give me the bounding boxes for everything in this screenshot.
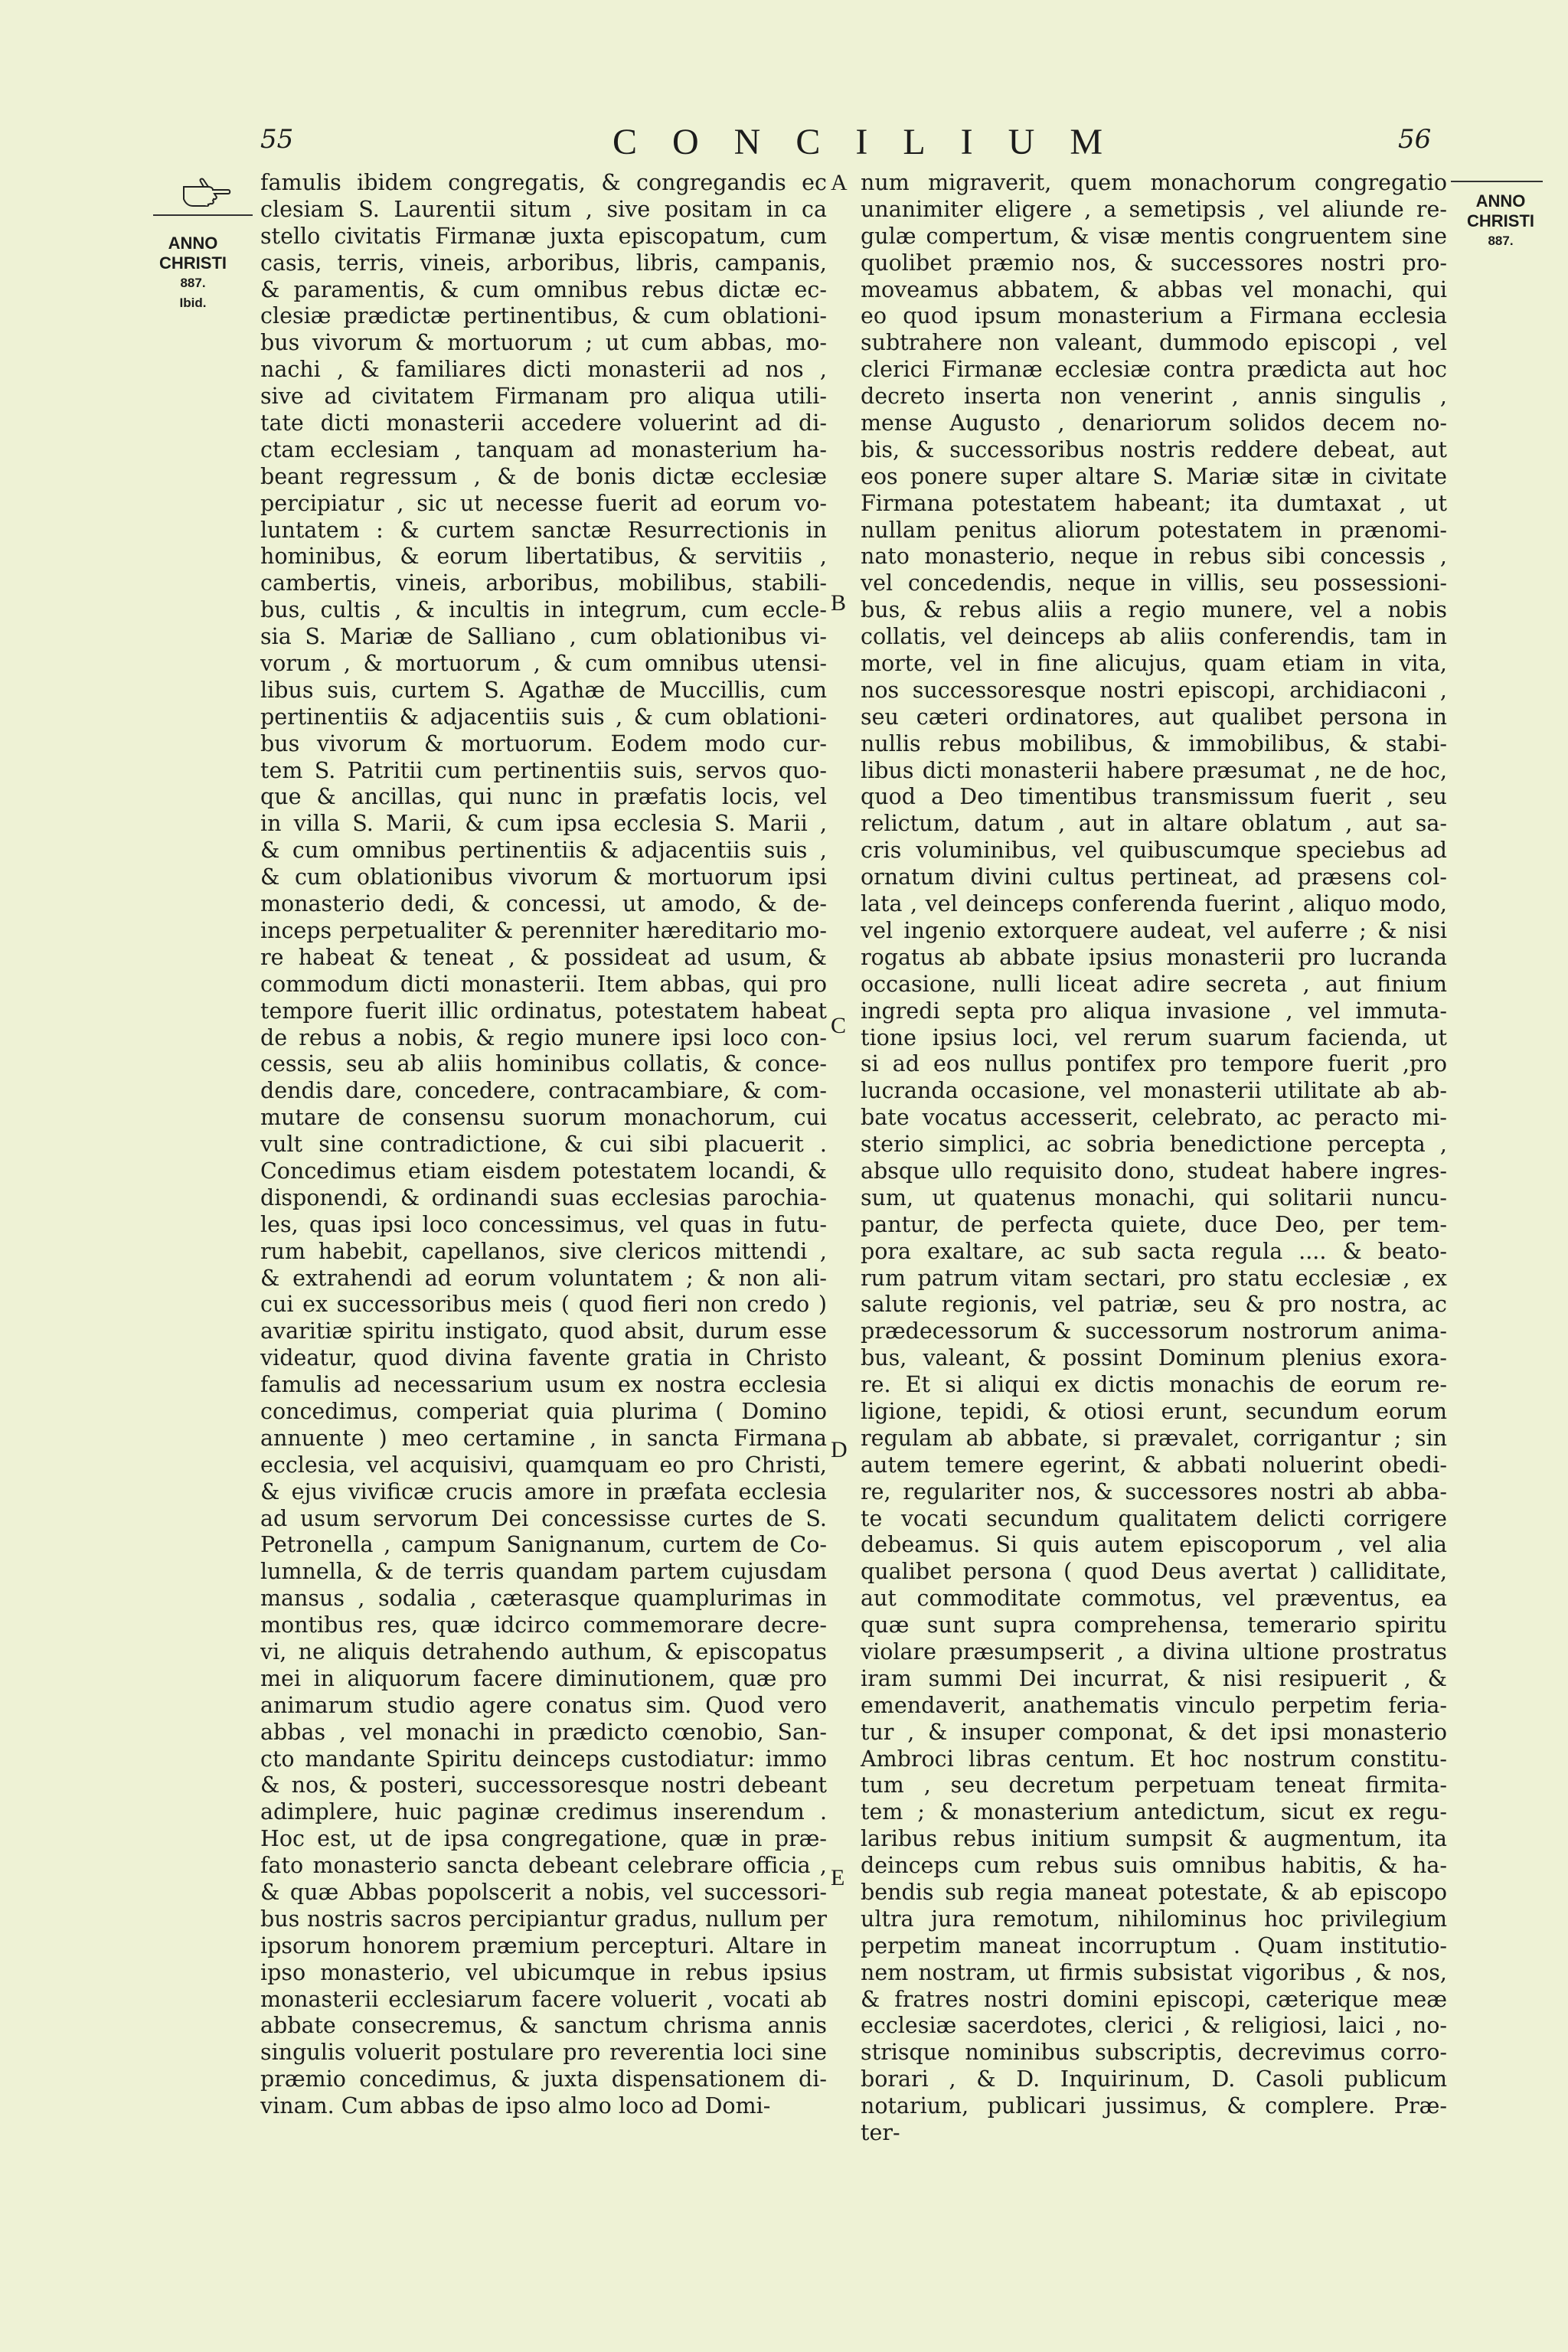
margin-rule-left [153, 214, 253, 216]
text-line: occasione, nulli liceat adire secreta , aut finium [861, 971, 1447, 997]
text-line: bus, valeant, & possint Dominum plenius exora- [861, 1345, 1447, 1371]
text-line: tum , seu decretum perpetuam teneat firmita- [861, 1772, 1447, 1798]
text-line: tem S. Patritii cum pertinentiis suis, servos quo- [260, 757, 827, 783]
text-line: moveamus abbatem, & abbas vel monachi, qui [861, 276, 1447, 302]
text-line: re. Et si aliqui ex dictis monachis de eorum re- [861, 1372, 1447, 1398]
text-line: sterio simplici, ac sobria benedictione percepta , [861, 1132, 1447, 1158]
text-line: mei in aliquorum facere diminutionem, quæ pro [260, 1665, 827, 1691]
text-line: cessis, seu ab aliis hominibus collatis, & conce- [260, 1051, 827, 1077]
text-line: emendaverit, anathematis vinculo perpetim feria- [861, 1692, 1447, 1718]
text-line: Petronella , campum Sanignanum, curtem de Co- [260, 1532, 827, 1558]
text-line: avaritiæ spiritu instigato, quod absit, durum esse [260, 1318, 827, 1344]
text-line: absque ullo requisito dono, studeat habere ingres- [861, 1158, 1447, 1184]
text-line: ingredi septa pro aliqua invasione , vel immuta- [861, 998, 1447, 1024]
text-line: lata , vel deinceps conferenda fuerint , aliquo modo, [861, 891, 1447, 917]
text-line: quod a Deo timentibus transmissum fuerit , seu [861, 784, 1447, 810]
margin-rule-right [1451, 181, 1543, 182]
text-line: vel concedendis, neque in villis, seu possessioni- [861, 570, 1447, 596]
text-line: re habeat & teneat , & possideat ad usum, & [260, 944, 827, 970]
text-line: & fratres nostri domini episcopi, cæterique meæ [861, 1986, 1447, 2012]
text-line: præmio concedimus, & juxta dispensationem di- [260, 2066, 827, 2092]
text-line: luntatem : & curtem sanctæ Resurrectionis in [260, 517, 827, 543]
page-number-right: 56 [1398, 124, 1432, 155]
text-line: num migraverit, quem monachorum congregatio [861, 170, 1447, 195]
text-line: collatis, vel deinceps ab aliis conferendis, tam in [861, 624, 1447, 650]
text-line: beant regressum , & de bonis dictæ ecclesiæ [260, 463, 827, 489]
section-letter-c: C [831, 1013, 847, 1038]
pointing-hand-icon [182, 178, 231, 207]
text-line: ctam ecclesiam , tanquam ad monasterium ha- [260, 436, 827, 462]
text-line: & paramentis, & cum omnibus rebus dictæ ec- [260, 276, 827, 302]
text-line: mansus , sodalia , cæterasque quamplurimas in [260, 1586, 827, 1612]
text-line: nos successoresque nostri episcopi, archidiaconi , [861, 677, 1447, 703]
text-line: de rebus a nobis, & regio munere ipsi loco con- [260, 1024, 827, 1050]
text-line: borari , & D. Inquirinum, D. Casoli publicum [861, 2066, 1447, 2092]
text-line: pertinentiis & adjacentiis suis , & cum oblationi- [260, 704, 827, 730]
text-line: ultra jura remotum, nihilominus hoc privilegium [861, 1906, 1447, 1932]
text-line: laribus rebus initium sumpsit & augmentum, ita [861, 1826, 1447, 1852]
text-line: regulam ab abbate, si prævalet, corrigantur ; sin [861, 1425, 1447, 1451]
text-line: monasterii ecclesiarum facere voluerit , vocati ab [260, 1986, 827, 2012]
text-line: rum habebit, capellanos, sive clericos mittendi , [260, 1238, 827, 1264]
text-line: concedimus, comperiat quia plurima ( Domino [260, 1398, 827, 1424]
text-line: pora exaltare, ac sub sacta regula .... & beato- [861, 1238, 1447, 1264]
right-text-column [861, 170, 1447, 2147]
text-line: lucranda occasione, vel monasterii utilitate ab ab- [861, 1078, 1447, 1104]
text-line: vult sine contradictione, & cui sibi placuerit . [260, 1132, 827, 1158]
text-line: si ad eos nullus pontifex pro tempore fuerit ,pro [861, 1051, 1447, 1077]
text-line: fato monasterio sancta debeant celebrare officia , [260, 1853, 827, 1879]
text-line: monasterio dedi, & concessi, ut amodo, & de- [260, 891, 827, 917]
text-line: nullam penitus aliorum potestatem in prænomi- [861, 517, 1447, 543]
page-number-left: 55 [260, 124, 294, 155]
text-line: subtrahere non valeant, dummodo episcopi , vel [861, 330, 1447, 356]
text-line: tione ipsius loci, vel rerum suarum facienda, ut [861, 1024, 1447, 1050]
text-line: que & ancillas, qui nunc in præfatis locis, vel [260, 784, 827, 810]
margin-year: 887. [1488, 234, 1514, 248]
section-letter-b: B [831, 590, 847, 616]
text-line: mense Augusto , denariorum solidos decem no- [861, 410, 1447, 436]
text-line: aut commoditate commotus, vel præventus, ea [861, 1586, 1447, 1612]
text-line: clesiæ prædictæ pertinentibus, & cum oblationi- [260, 303, 827, 329]
text-line: famulis ibidem congregatis, & congregandis ec [260, 170, 827, 195]
text-line: dendis dare, concedere, contracambiare, & com- [260, 1078, 827, 1104]
text-line: morte, vel in fine alicujus, quam etiam in vita, [861, 651, 1447, 677]
text-line: clesiam S. Laurentii situm , sive positam in ca [260, 196, 827, 222]
text-line: animarum studio agere conatus sim. Quod vero [260, 1692, 827, 1718]
text-line: ipsorum honorem præmium percepturi. Altare in [260, 1932, 827, 1958]
margin-christi: CHRISTI [159, 253, 227, 273]
text-line: prædecessorum & successorum nostrorum anima- [861, 1318, 1447, 1344]
text-line: bus vivorum & mortuorum ; ut cum abbas, mo- [260, 330, 827, 356]
left-text-column [260, 170, 827, 2120]
text-line: nato monasterio, neque in rebus sibi concessis , [861, 544, 1447, 570]
text-line: in villa S. Marii, & cum ipsa ecclesia S. Marii , [260, 811, 827, 837]
text-line: bus vivorum & mortuorum. Eodem modo cur- [260, 730, 827, 756]
text-line: ligione, tepidi, & otiosi erunt, secundum eorum [861, 1398, 1447, 1424]
text-line: & cum oblationibus vivorum & mortuorum ipsi [260, 864, 827, 890]
text-line: vel ingenio extorquere audeat, vel auferre ; & nisi [861, 917, 1447, 943]
text-line: rogatus ab abbate ipsius monasterii pro lucranda [861, 944, 1447, 970]
text-line: stello civitatis Firmanæ juxta episcopatum, cum [260, 223, 827, 249]
text-line: disponendi, & ordinandi suas ecclesias parochia- [260, 1184, 827, 1210]
margin-anno: ANNO [168, 234, 218, 253]
text-line: bus nostris sacros percipiantur gradus, nullum per [260, 1906, 827, 1932]
text-line: iram summi Dei incurrat, & nisi resipuerit , & [861, 1665, 1447, 1691]
text-line: casis, terris, vineis, arboribus, libris, campanis, [260, 250, 827, 276]
text-line: ter- [861, 2120, 900, 2146]
text-line: videatur, quod divina favente gratia in Christo [260, 1345, 827, 1371]
text-line: bus, cultis , & incultis in integrum, cum eccle- [260, 597, 827, 623]
margin-anno: ANNO [1475, 191, 1526, 211]
margin-ibid: Ibid. [179, 296, 207, 310]
text-line: & extrahendi ad eorum voluntatem ; & non ali- [260, 1265, 827, 1291]
text-line: seu cæteri ordinatores, aut qualibet persona in [861, 704, 1447, 730]
text-line: unanimiter eligere , a semetipsis , vel aliunde re- [861, 196, 1447, 222]
text-line: debeamus. Si quis autem episcoporum , vel alia [861, 1532, 1447, 1558]
text-line: te vocati secundum qualitatem delicti corrigere [861, 1505, 1447, 1531]
text-line: lumnella, & de terris quandam partem cujusdam [260, 1559, 827, 1585]
text-line: ornatum divini cultus pertineat, ad præsens col- [861, 864, 1447, 890]
text-line: abbas , vel monachi in prædicto cœnobio, San- [260, 1719, 827, 1745]
text-line: gulæ compertum, & visæ mentis congruentem sine [861, 223, 1447, 249]
text-line: famulis ad necessarium usum ex nostra ecclesia [260, 1372, 827, 1398]
text-line: inceps perpetualiter & perenniter hæreditario mo- [260, 917, 827, 943]
text-line: & cum omnibus pertinentiis & adjacentiis suis , [260, 838, 827, 864]
text-line: singulis voluerit postulare pro reverentia loci sine [260, 2040, 827, 2066]
text-line: hominibus, & eorum libertatibus, & servitiis , [260, 544, 827, 570]
text-line: pantur, de perfecta quiete, duce Deo, per tem- [861, 1211, 1447, 1237]
text-line: commodum dicti monasterii. Item abbas, qui pro [260, 971, 827, 997]
text-line: bendis sub regia maneat potestate, & ab episcopo [861, 1880, 1447, 1905]
text-line: re, regulariter nos, & successores nostri ab abba- [861, 1478, 1447, 1504]
text-line: bis, & successoribus nostris reddere debeat, aut [861, 436, 1447, 462]
text-line: clerici Firmanæ ecclesiæ contra prædicta aut hoc [861, 357, 1447, 383]
text-line: abbate consecremus, & sanctum chrisma annis [260, 2013, 827, 2039]
text-line: ad usum servorum Dei concessisse curtes de S. [260, 1505, 827, 1531]
text-line: les, quas ipsi loco concessimus, vel quas in futu- [260, 1211, 827, 1237]
running-title: CONCILIUM [612, 122, 1138, 162]
text-line: ecclesia, vel acquisivi, quamquam eo pro Christi, [260, 1452, 827, 1478]
text-line: nem nostram, ut firmis subsistat vigoribus , & nos, [861, 1959, 1447, 1985]
text-line: tur , & insuper componat, & det ipsi monasterio [861, 1719, 1447, 1745]
text-line: vinam. Cum abbas de ipso almo loco ad Domi- [260, 2093, 771, 2119]
text-line: quolibet præmio nos, & successores nostri pro- [861, 250, 1447, 276]
text-line: quæ sunt supra comprehensa, temerario spiritu [861, 1612, 1447, 1638]
text-line: eo quod ipsum monasterium a Firmana ecclesia [861, 303, 1447, 329]
section-letter-d: D [831, 1437, 848, 1462]
text-line: Ambroci libras centum. Et hoc nostrum constitu- [861, 1746, 1447, 1772]
text-line: nullis rebus mobilibus, & immobilibus, & stabi- [861, 730, 1447, 756]
text-line: perpetim maneat incorruptum . Quam institutio- [861, 1932, 1447, 1958]
text-line: rum patrum vitam sectari, pro statu ecclesiæ , ex [861, 1265, 1447, 1291]
margin-year: 887. [180, 276, 206, 290]
text-line: sum, ut quatenus monachi, qui solitarii nuncu- [861, 1184, 1447, 1210]
text-line: tempore fuerit illic ordinatus, potestatem habeat [260, 998, 827, 1024]
text-line: ecclesiæ sacerdotes, clerici , & religiosi, laici , no- [861, 2013, 1447, 2039]
text-line: relictum, datum , aut in altare oblatum , aut sa- [861, 811, 1447, 837]
text-line: bus, & rebus aliis a regio munere, vel a nobis [861, 597, 1447, 623]
text-line: tem ; & monasterium antedictum, sicut ex regu- [861, 1799, 1447, 1825]
text-line: tate dicti monasterii accedere voluerint ad di- [260, 410, 827, 436]
text-line: mutare de consensu suorum monachorum, cui [260, 1105, 827, 1131]
text-line: notarium, publicari jussimus, & complere. Præ- [861, 2093, 1447, 2119]
text-line: Concedimus etiam eisdem potestatem locandi, & [260, 1158, 827, 1184]
text-line: qualibet persona ( quod Deus avertat ) calliditate, [861, 1559, 1447, 1585]
text-line: vi, ne aliquis detrahendo authum, & episcopatus [260, 1638, 827, 1664]
text-line: libus suis, curtem S. Agathæ de Muccillis, cum [260, 677, 827, 703]
text-line: & quæ Abbas popolscerit a nobis, vel successori- [260, 1880, 827, 1905]
text-line: annuente ) meo certamine , in sancta Firmana [260, 1425, 827, 1451]
text-line: & ejus vivificæ crucis amore in præfata ecclesia [260, 1478, 827, 1504]
text-line: salute regionis, vel patriæ, seu & pro nostra, ac [861, 1292, 1447, 1318]
text-line: autem temere egerint, & abbati noluerint obedi- [861, 1452, 1447, 1478]
margin-christi: CHRISTI [1467, 211, 1534, 230]
text-line: ipso monasterio, vel ubicumque in rebus ipsius [260, 1959, 827, 1985]
text-line: cambertis, vineis, arboribus, mobilibus, stabili- [260, 570, 827, 596]
text-line: deinceps cum rebus suis omnibus habitis, & ha- [861, 1853, 1447, 1879]
text-line: bate vocatus accesserit, celebrato, ac peracto mi- [861, 1105, 1447, 1131]
text-line: violare præsumpserit , a divina ultione prostratus [861, 1638, 1447, 1664]
section-letter-e: E [831, 1865, 845, 1890]
margin-note-left [147, 234, 239, 313]
section-letter-a: A [831, 170, 848, 195]
text-line: Firmana potestatem habeant; ita dumtaxat , ut [861, 490, 1447, 516]
text-line: sive ad civitatem Firmanam pro aliqua utili- [260, 384, 827, 410]
text-line: Hoc est, ut de ipsa congregatione, quæ in præ- [260, 1826, 827, 1852]
text-line: strisque nominibus subscriptis, decrevimus corro- [861, 2040, 1447, 2066]
text-line: & nos, & posteri, successoresque nostri debeant [260, 1772, 827, 1798]
text-line: decreto inserta non venerint , annis singulis , [861, 384, 1447, 410]
text-line: cto mandante Spiritu deinceps custodiatur: immo [260, 1746, 827, 1772]
text-line: vorum , & mortuorum , & cum omnibus utensi- [260, 651, 827, 677]
text-line: adimplere, huic paginæ credimus inserendum . [260, 1799, 827, 1825]
text-line: montibus res, quæ idcirco commemorare decre- [260, 1612, 827, 1638]
margin-note-right [1455, 191, 1547, 251]
text-line: eos ponere super altare S. Mariæ sitæ in civitate [861, 463, 1447, 489]
text-line: cui ex successoribus meis ( quod fieri non credo ) [260, 1292, 827, 1318]
text-line: nachi , & familiares dicti monasterii ad nos , [260, 357, 827, 383]
text-line: cris voluminibus, vel quibuscumque speciebus ad [861, 838, 1447, 864]
text-line: percipiatur , sic ut necesse fuerit ad eorum vo- [260, 490, 827, 516]
text-line: sia S. Mariæ de Salliano , cum oblationibus vi- [260, 624, 827, 650]
text-line: libus dicti monasterii habere præsumat , ne de hoc, [861, 757, 1447, 783]
